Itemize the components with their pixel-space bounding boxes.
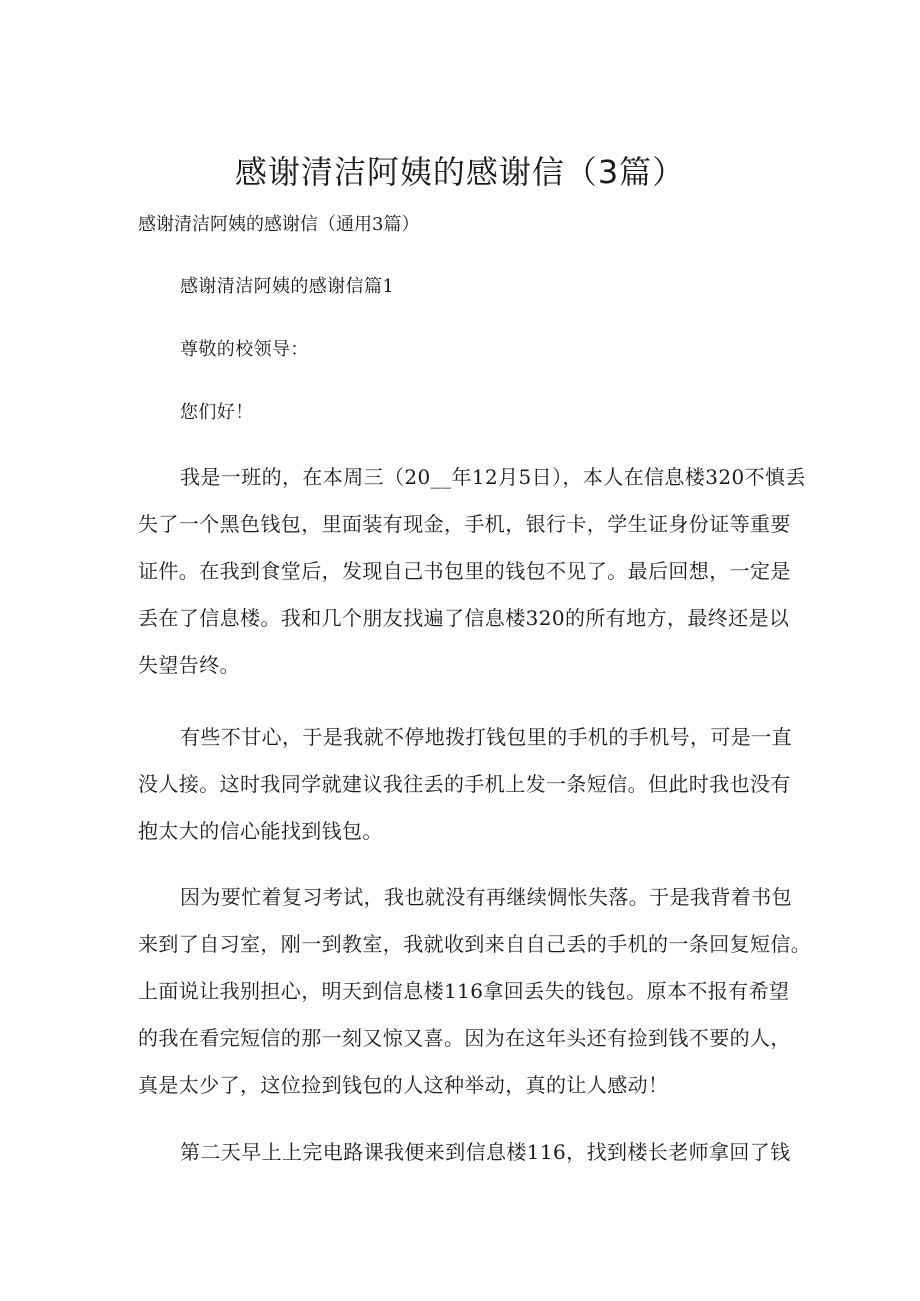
paragraph-line: 失了一个黑色钱包，里面装有现金，手机，银行卡，学生证身份证等重要 (138, 512, 791, 536)
section-heading: 感谢清洁阿姨的感谢信篇1 (180, 276, 395, 297)
paragraph-line: 证件。在我到食堂后，发现自己书包里的钱包不见了。最后回想，一定是 (138, 559, 791, 583)
paragraph-line: 因为要忙着复习考试，我也就没有再继续惆怅失落。于是我背着书包 (180, 885, 792, 909)
paragraph-line: 抱太大的信心能找到钱包。 (138, 819, 383, 843)
paragraph-line: 上面说让我别担心，明天到信息楼116拿回丢失的钱包。原本不报有希望 (138, 979, 790, 1003)
paragraph-line: 第二天早上上完电路课我便来到信息楼116，找到楼长老师拿回了钱 (180, 1140, 791, 1164)
paragraph-line: 没人接。这时我同学就建议我往丢的手机上发一条短信。但此时我也没有 (138, 772, 791, 796)
greeting: 您们好！ (180, 402, 254, 423)
paragraph-line: 我是一班的，在本周三（20__年12月5日），本人在信息楼320不慎丢 (180, 465, 806, 489)
paragraph-line: 有些不甘心，于是我就不停地拨打钱包里的手机的手机号，可是一直 (180, 725, 792, 749)
paragraph-line: 失望告终。 (138, 653, 240, 677)
document-title: 感谢清洁阿姨的感谢信（3篇） (234, 153, 686, 191)
paragraph-line: 丢在了信息楼。我和几个朋友找遍了信息楼320的所有地方，最终还是以 (138, 606, 790, 630)
paragraph-line: 的我在看完短信的那一刻又惊又喜。因为在这年头还有捡到钱不要的人， (138, 1026, 791, 1050)
paragraph-line: 真是太少了，这位捡到钱包的人这种举动，真的让人感动！ (138, 1073, 669, 1097)
paragraph-line: 来到了自习室，刚一到教室，我就收到来自自己丢的手机的一条回复短信。 (138, 932, 812, 956)
salutation: 尊敬的校领导： (180, 339, 309, 360)
document-subtitle: 感谢清洁阿姨的感谢信（通用3篇） (138, 214, 420, 235)
